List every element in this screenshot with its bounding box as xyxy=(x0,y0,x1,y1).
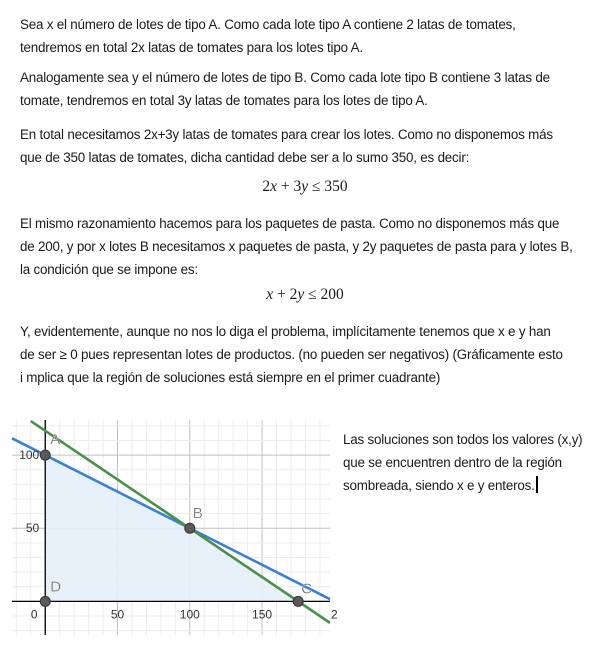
eq-var-y: y xyxy=(301,178,309,195)
text-line: En total necesitamos 2x+3y latas de tomates para crear los lotes. Como no disponemos más xyxy=(20,127,553,142)
paragraph-nonnegativity xyxy=(20,320,600,389)
text-line: Las soluciones son todos los valores (x,y) xyxy=(343,432,583,447)
text-line: que se encuentren dentro de la región xyxy=(343,455,562,470)
text-line: de 200, y por x lotes B necesitamos x paquetes de pasta, y 2y paquetes de pasta para y lotes B, xyxy=(20,239,573,254)
text-line: Sea x el número de lotes de tipo A. Como cada lote tipo A contiene 2 latas de tomates, xyxy=(20,17,516,32)
point-label-d: D xyxy=(50,578,62,596)
x-tick-label: 2 xyxy=(330,607,338,622)
y-tick-label: 50 xyxy=(25,521,40,536)
x-tick-label: 150 xyxy=(252,607,273,622)
eq-var-x: x xyxy=(266,286,274,303)
text-line: tomate, tendremos en total 3y latas de tomates para los lotes de tipo A. xyxy=(20,93,428,108)
text-line: tendremos en total 2x latas de tomates para los lotes tipo A. xyxy=(20,40,363,55)
eq-relation: ≤ 200 xyxy=(304,286,344,303)
x-tick-label: 0 xyxy=(30,607,38,622)
paragraph-variable-y xyxy=(20,66,600,112)
solution-note[interactable] xyxy=(343,428,603,497)
point-label-c: C xyxy=(301,580,313,598)
x-tick-label: 100 xyxy=(179,607,200,622)
eq-op: + 2 xyxy=(273,286,298,303)
point-c xyxy=(293,596,303,606)
eq-var-y: y xyxy=(297,286,305,303)
paragraph-variable-x xyxy=(20,13,600,59)
eq-op: + 3 xyxy=(276,178,302,195)
text-line-content: sombreada, siendo x e y enteros. xyxy=(343,478,535,493)
paragraph-pasta-constraint xyxy=(20,212,600,281)
point-label-a: A xyxy=(50,431,61,449)
text-cursor xyxy=(536,476,538,493)
point-label-b: B xyxy=(192,505,203,523)
text-line: que de 350 latas de tomates, dicha cantidad debe ser a lo sumo 350, es decir: xyxy=(20,150,470,165)
x-tick-label: 50 xyxy=(110,607,125,622)
feasible-region-graph xyxy=(0,412,338,640)
equation-tomato xyxy=(0,178,610,196)
text-line xyxy=(343,474,603,497)
point-a xyxy=(40,450,50,460)
text-line: la condición que se impone es: xyxy=(20,262,198,277)
text-line: Analogamente sea y el número de lotes de tipo B. Como cada lote tipo B contiene 3 latas de xyxy=(20,70,550,85)
point-d xyxy=(40,596,50,606)
text-line: i mplica que la región de soluciones está siempre en el primer cuadrante) xyxy=(20,370,441,385)
text-line: El mismo razonamiento hacemos para los paquetes de pasta. Como no disponemos más que xyxy=(20,216,560,231)
text-line: Y, evidentemente, aunque no nos lo diga el problema, implícitamente tenemos que x e y han xyxy=(20,324,551,339)
point-b xyxy=(185,523,195,533)
eq-coef: 2 xyxy=(262,178,271,195)
equation-pasta xyxy=(0,286,610,304)
eq-relation: ≤ 350 xyxy=(308,178,348,195)
eq-var-x: x xyxy=(270,178,277,195)
y-tick-label: 100 xyxy=(19,448,40,463)
text-line: de ser ≥ 0 pues representan lotes de productos. (no pueden ser negativos) (Gráficamente esto xyxy=(20,347,563,362)
paragraph-tomato-constraint xyxy=(20,123,600,169)
